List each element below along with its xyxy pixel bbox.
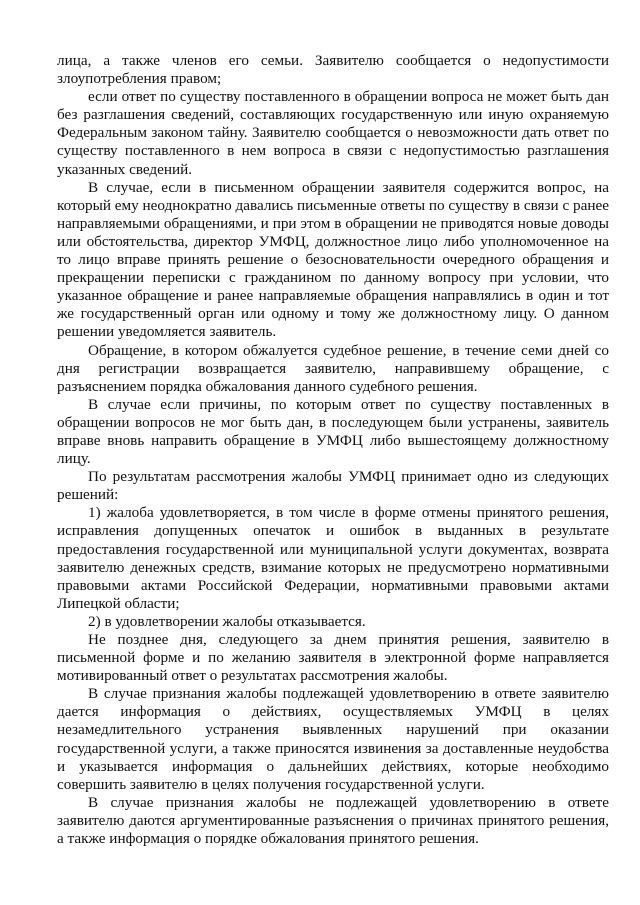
paragraph-repeated-appeal: В случае, если в письменном обращении заявителя содержится вопрос, на который ему неоднократно давались письменные ответы по существу в связи с ранее направляемыми обращениями, и при этом в обращении не приводятся новые доводы или обстоятельства, директор УМФЦ, должностное лицо либо уполномоченное на то лицо вправе принять решение о безосновательности очередного обращения и прекращении переписки с гражданином по данному вопросу при условии, что указанное обращение и ранее направляемые обращения направлялись в один и тот же государственный орган или одному и тому же должностному лицу. О данном решении уведомляется заявитель. (57, 178, 609, 341)
paragraph-decision-satisfied: 1) жалоба удовлетворяется, в том числе в форме отмены принятого решения, исправления допущенных опечаток и ошибок в выданных в результате предоставления государственной или муниципальной услуги документах, возврата заявителю денежных средств, взимание которых не предусмотрено нормативными правовыми актами Российской Федерации, нормативными правовыми актами Липецкой области; (57, 504, 609, 612)
paragraph-continuation: лица, а также членов его семьи. Заявителю сообщается о недопустимости злоупотребления правом; (57, 52, 609, 88)
paragraph-decision-refused: 2) в удовлетворении жалобы отказывается. (88, 612, 366, 630)
paragraph-complaint-satisfied-info: В случае признания жалобы подлежащей удовлетворению в ответе заявителю дается информация о действиях, осуществляемых УМФЦ в целях незамедлительного устранения выявленных нарушений при оказании государственной услуги, а также приносятся извинения за доставленные неудобства и указывается информация о дальнейших действиях, которые необходимо совершить заявителю в целях получения государственной услуги. (57, 685, 609, 793)
paragraph-state-secret: если ответ по существу поставленного в обращении вопроса не может быть дан без разглашения сведений, составляющих государственную или иную охраняемую Федеральным законом тайну. Заявителю сообщается о невозможности дать ответ по существу поставленного в нем вопроса в связи с недопустимостью разглашения указанных сведений. (57, 88, 609, 178)
paragraph-response-deadline: Не позднее дня, следующего за днем принятия решения, заявителю в письменной форме и по желанию заявителя в электронной форме направляется мотивированный ответ о результатах рассмотрения жалобы. (57, 631, 609, 685)
paragraph-complaint-rejected-info: В случае признания жалобы не подлежащей удовлетворению в ответе заявителю даются аргументированные разъяснения о причинах принятого решения, а также информация о порядке обжалования принятого решения. (57, 793, 609, 848)
document-page (57, 52, 609, 848)
paragraph-reasons-eliminated: В случае если причины, по которым ответ по существу поставленных в обращении вопросов не мог быть дан, в последующем были устранены, заявитель вправе вновь направить обращение в УМФЦ либо вышестоящему должностному лицу. (57, 395, 609, 468)
paragraph-review-results: По результатам рассмотрения жалобы УМФЦ принимает одно из следующих решений: (57, 468, 609, 504)
paragraph-court-decision: Обращение, в котором обжалуется судебное решение, в течение семи дней со дня регистрации возвращается заявителю, направившему обращение, с разъяснением порядка обжалования данного судебного решения. (57, 341, 609, 395)
